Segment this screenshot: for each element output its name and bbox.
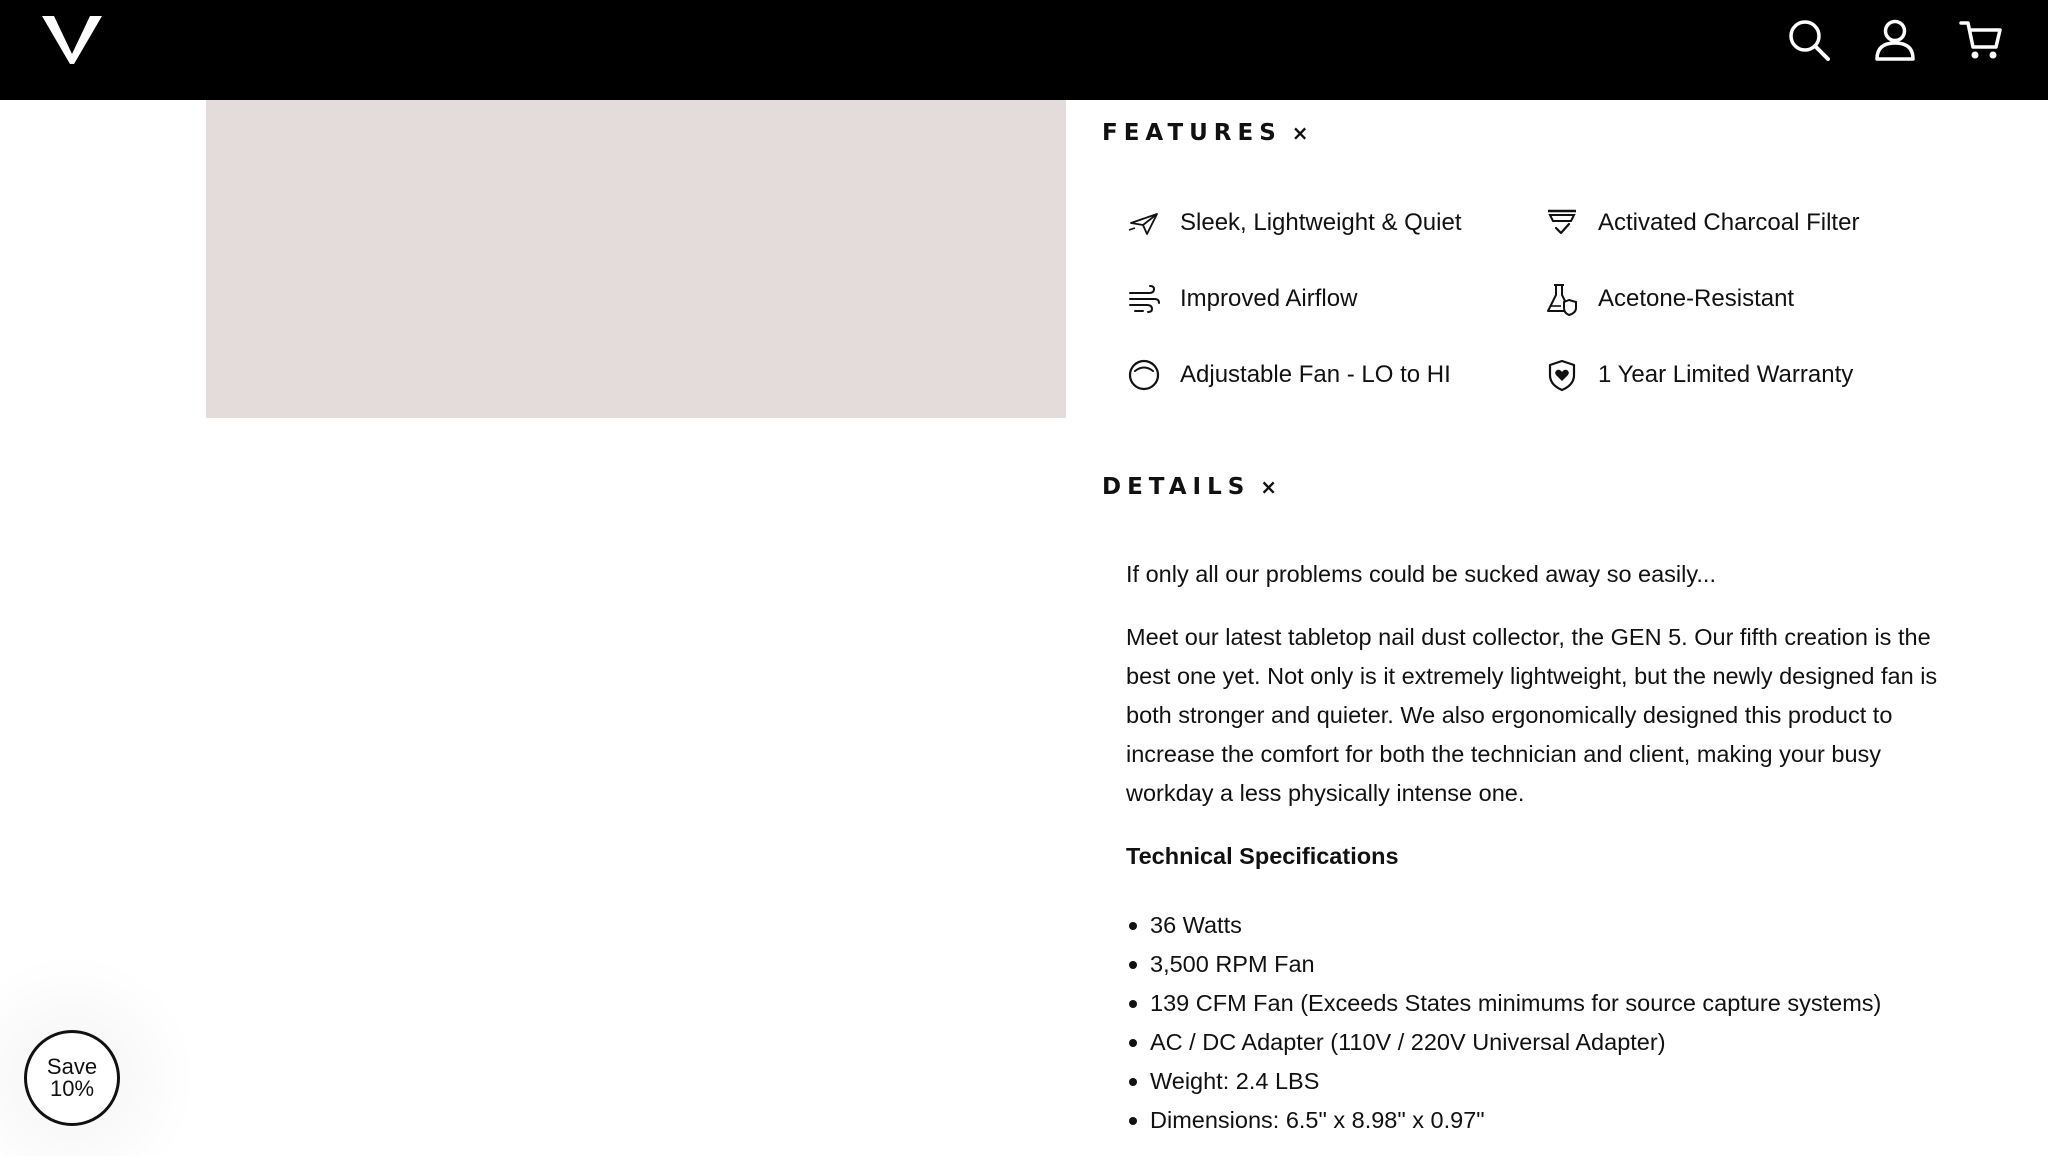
shield-heart-icon [1544,357,1580,393]
list-item: Dimensions: 6.5" x 8.98" x 0.97" [1126,1101,1966,1140]
filter-icon [1544,205,1580,241]
feature-label: Improved Airflow [1180,285,1358,312]
feature-item [1544,279,1794,319]
discount-value: 10% [49,1076,95,1101]
list-item: 36 Watts [1126,906,1966,945]
feature-label: 1 Year Limited Warranty [1598,361,1854,388]
paper-plane-icon [1126,205,1162,241]
close-icon: × [1260,475,1278,499]
v-logo-icon[interactable] [40,14,104,66]
list-item: 139 CFM Fan (Exceeds States minimums for source capture systems) [1126,984,1966,1023]
product-image[interactable] [206,100,1066,418]
feature-label: Adjustable Fan - LO to HI [1180,361,1451,388]
details-body: Meet our latest tabletop nail dust collector, the GEN 5. Our fifth creation is the best one yet. Not only is it extremely lightweight, but the newly designed fan is both stronger and quieter. We also ergonomically designed this product to increase the comfort for both the technician and client, making your busy workday a less physically intense one. [1126,624,1938,806]
site-header [0,0,2048,100]
details-title: DETAILS [1102,474,1251,500]
feature-item [1544,203,1859,243]
feature-label: Acetone-Resistant [1598,285,1795,312]
list-item: Weight: 2.4 LBS [1126,1062,1966,1101]
cart-icon[interactable] [1958,17,2004,63]
feature-label: Sleek, Lightweight & Quiet [1180,209,1462,236]
list-item: 3,500 RPM Fan [1126,945,1966,984]
search-icon[interactable] [1786,17,1832,63]
features-toggle[interactable] [1102,120,1309,146]
details-intro: If only all our problems could be sucked away so easily... [1126,561,1716,587]
list-item: AC / DC Adapter (110V / 220V Universal Adapter) [1126,1023,1966,1062]
close-icon: × [1291,121,1309,145]
features-title: FEATURES [1102,120,1282,146]
feature-item [1544,355,1853,395]
feature-item [1126,355,1451,395]
spec-title: Technical Specifications [1126,843,1399,869]
save-label: Save [46,1054,98,1079]
save-discount-button[interactable] [24,1030,120,1126]
wind-icon [1126,281,1162,317]
feature-label: Activated Charcoal Filter [1598,209,1860,236]
account-icon[interactable] [1872,17,1918,63]
feature-item [1126,279,1357,319]
details-content [1126,555,1966,1140]
details-toggle[interactable] [1102,474,1277,500]
feature-item [1126,203,1462,243]
flask-shield-icon [1544,281,1580,317]
fan-icon [1126,357,1162,393]
spec-list [1126,906,1966,1140]
